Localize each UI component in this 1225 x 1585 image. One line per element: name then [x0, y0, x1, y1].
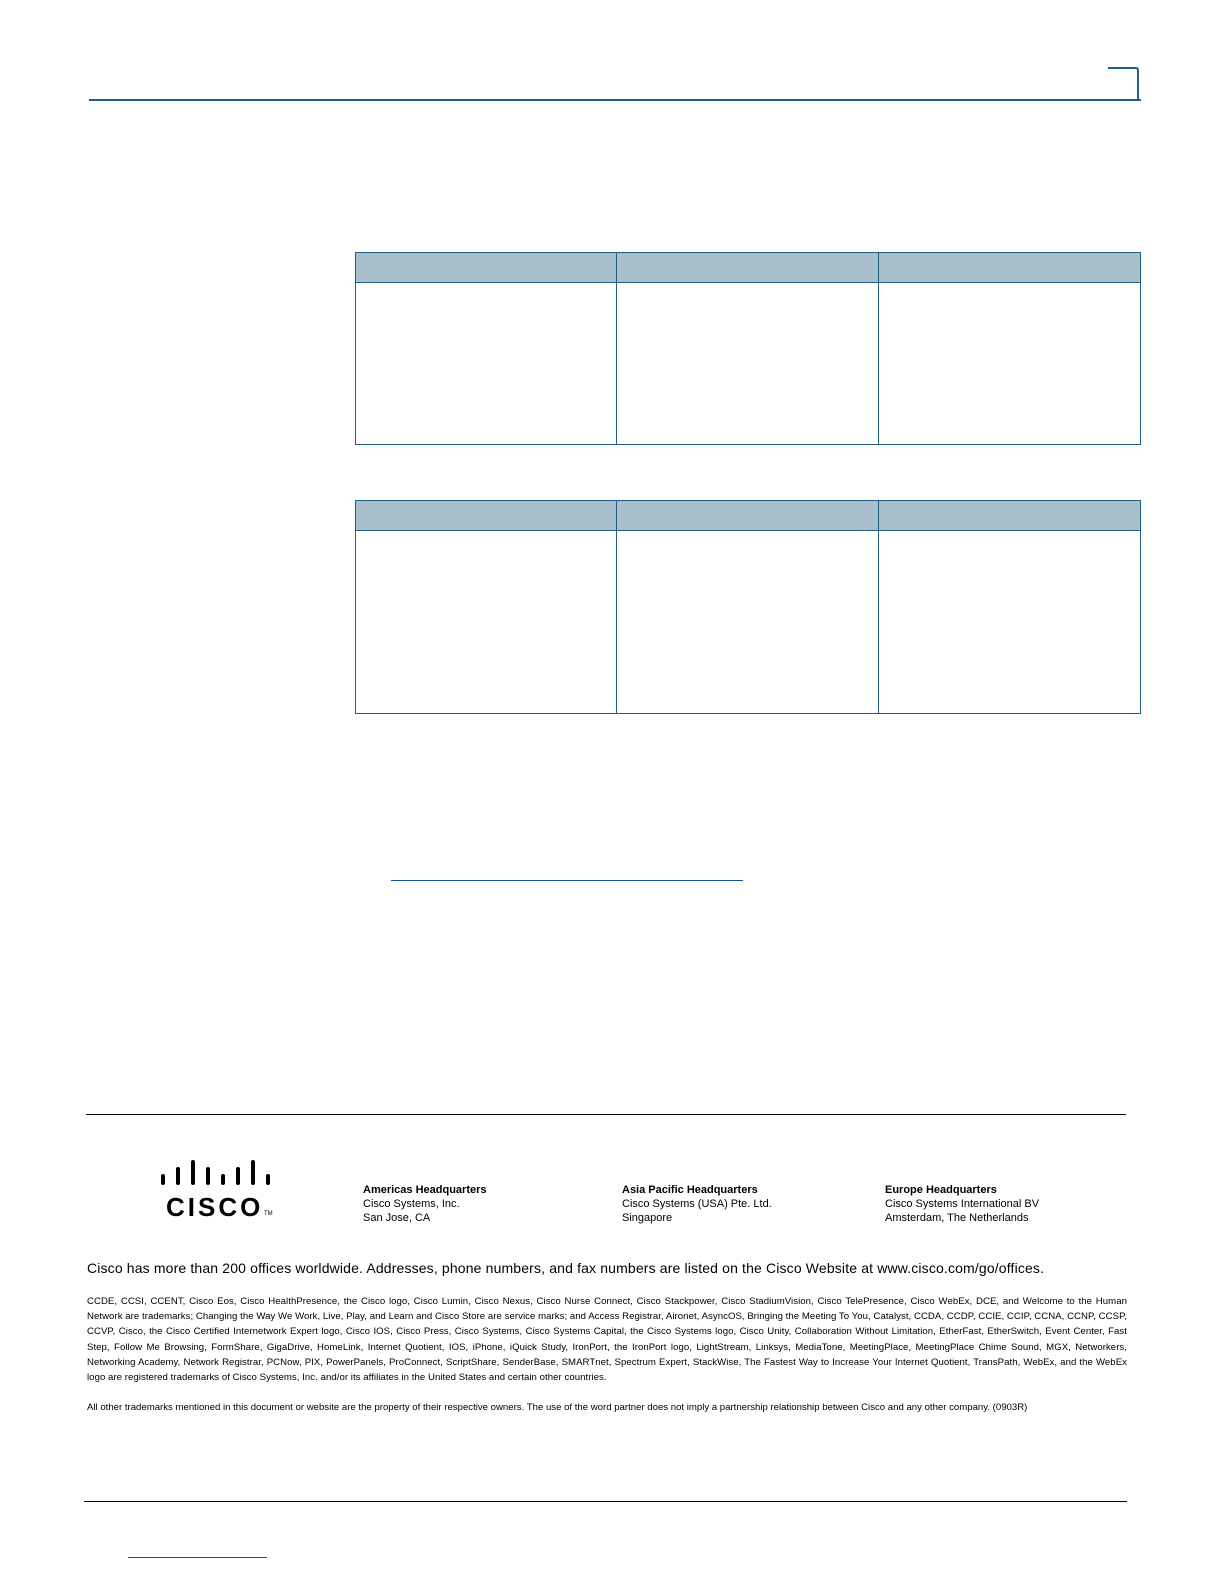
footer-rule	[86, 1114, 1126, 1115]
spec-table-2	[355, 500, 1141, 714]
trademark-symbol: TM	[264, 1211, 273, 1217]
offices-statement: Cisco has more than 200 offices worldwide. Addresses, phone numbers, and fax numbers are listed on the Cisco Website at www.cisco.com/go/offices.	[87, 1260, 1045, 1276]
asia-pacific-headquarters	[622, 1183, 772, 1225]
hyperlink-underline[interactable]	[391, 880, 743, 881]
table-header-cell	[617, 501, 879, 531]
hq-location: Amsterdam, The Netherlands	[885, 1212, 1029, 1224]
cisco-logo	[158, 1158, 278, 1222]
table-header-row	[356, 253, 1141, 283]
hq-company: Cisco Systems (USA) Pte. Ltd.	[622, 1198, 772, 1210]
hq-location: San Jose, CA	[363, 1212, 431, 1224]
other-trademarks-notice: All other trademarks mentioned in this document or website are the property of their respective owners. The use of the word partner does not imply a partnership relationship between Cisco and any other company. (0903R)	[87, 1402, 1028, 1413]
hq-company: Cisco Systems International BV	[885, 1198, 1040, 1210]
header-corner-mark	[1108, 67, 1139, 99]
table-header-cell	[356, 501, 617, 531]
hq-title: Asia Pacific Headquarters	[622, 1184, 758, 1196]
table-cell	[617, 531, 879, 714]
table-cell	[879, 531, 1141, 714]
hq-location: Singapore	[622, 1212, 673, 1224]
table-header-cell	[356, 253, 617, 283]
cisco-bridge-icon	[158, 1158, 278, 1192]
bottom-rule	[84, 1501, 1127, 1502]
table-cell	[879, 283, 1141, 445]
table-row	[356, 283, 1141, 445]
table-header-row	[356, 501, 1141, 531]
hq-title: Americas Headquarters	[363, 1184, 487, 1196]
table-row	[356, 531, 1141, 714]
table-header-cell	[617, 253, 879, 283]
hq-title: Europe Headquarters	[885, 1184, 997, 1196]
trademarks-notice: CCDE, CCSI, CCENT, Cisco Eos, Cisco HealthPresence, the Cisco logo, Cisco Lumin, Cisco Nexus, Cisco Nurse Connect, Cisco Stackpower, Cisco StadiumVision, Cisco TelePresence, Cisco WebEx, DCE, and Welcome to the Human Network are trademarks; Changing the Way We Work, Live, Play, and Learn and Cisco Store are service marks; and Access Registrar, Aironet, AsyncOS, Bringing the Meeting To You, Catalyst, CCDA, CCDP, CCIE, CCIP, CCNA, CCNP, CCSP, CCVP, Cisco, the Cisco Certified Internetwork Expert logo, Cisco IOS, Cisco Press, Cisco Systems, Cisco Systems Capital, the Cisco Systems logo, Cisco Unity, Collaboration Without Limitation, EtherFast, EtherSwitch, Event Center, Fast Step, Follow Me Browsing, FormShare, GigaDrive, HomeLink, Internet Quotient, IOS, iPhone, iQuick Study, IronPort, the IronPort logo, LightStream, Linksys, MediaTone, MeetingPlace, MeetingPlace Chime Sound, MGX, Networkers, Networking Academy, Network Registrar, PCNow, PIX, PowerPanels, ProConnect, ScriptShare, SenderBase, SMARTnet, Spectrum Expert, StackWise, The Fastest Way to Increase Your Internet Quotient, TransPath, WebEx, and the WebEx logo are registered trademarks of Cisco Systems, Inc. and/or its affiliates in the United States and certain other countries.	[87, 1296, 1127, 1384]
cisco-wordmark: CISCO	[166, 1192, 264, 1222]
table-cell	[356, 283, 617, 445]
spec-table-1	[355, 252, 1141, 445]
table-header-cell	[879, 501, 1141, 531]
table-cell	[356, 531, 617, 714]
europe-headquarters	[885, 1183, 1039, 1225]
hq-company: Cisco Systems, Inc.	[363, 1198, 460, 1210]
table-cell	[617, 283, 879, 445]
header-rule	[89, 99, 1141, 101]
bottom-hyperlink-underline[interactable]	[128, 1557, 267, 1558]
americas-headquarters	[363, 1183, 487, 1225]
table-header-cell	[879, 253, 1141, 283]
